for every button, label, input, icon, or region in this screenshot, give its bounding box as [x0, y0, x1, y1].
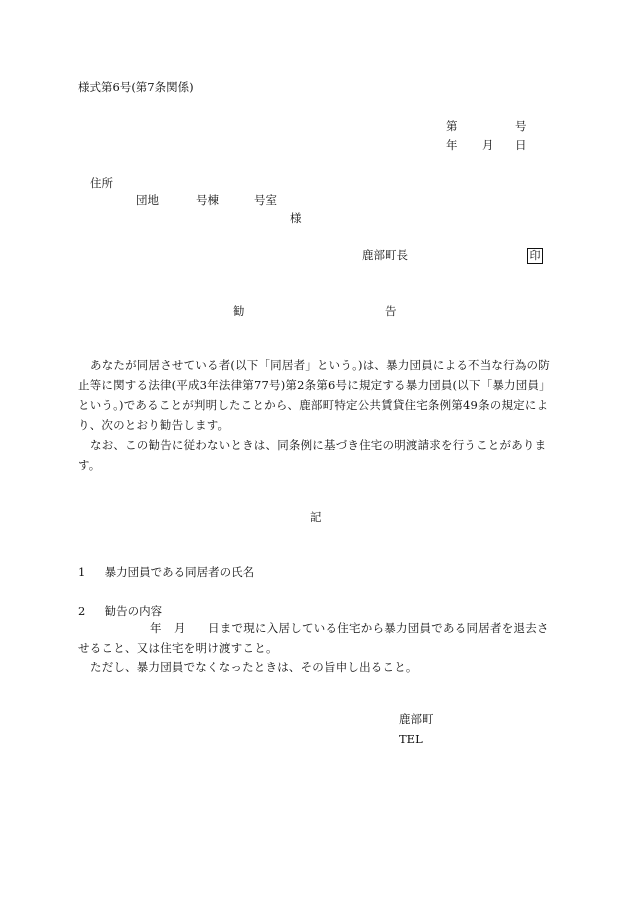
address-danchi: 団地 [136, 193, 159, 207]
item-2-text: 勧告の内容 [104, 604, 163, 618]
seal-stamp [527, 248, 543, 264]
deadline-month: 月 [174, 621, 186, 635]
address-label: 住所 [90, 176, 113, 190]
deadline-text: 日まで現に入居している住宅から暴力団員である同居者を退去させること、又は住宅を明け渡すこと。 [78, 621, 549, 655]
seal-mark: 印 [527, 248, 543, 264]
title-char-1: 勧 [233, 304, 245, 318]
date-month: 月 [482, 138, 494, 152]
item-1-text: 暴力団員である同居者の氏名 [104, 565, 255, 579]
body-paragraph-2: なお、この勧告に従わないときは、同条例に基づき住宅の明渡請求を行うことがあります。 [78, 438, 547, 472]
address-goshitsu: 号室 [254, 193, 277, 207]
deadline-year: 年 [150, 621, 162, 635]
item-2 [78, 606, 162, 618]
item-2-number: 2 [78, 604, 86, 618]
contact-tel-label: TEL [399, 732, 423, 746]
title-char-2: 告 [385, 304, 397, 318]
sender-title: 鹿部町長 [362, 248, 408, 262]
item-1 [78, 567, 254, 579]
form-label: 様式第6号(第7条関係) [78, 80, 194, 94]
date-day: 日 [515, 138, 527, 152]
address-goto: 号棟 [196, 193, 219, 207]
doc-number-prefix: 第 [446, 119, 458, 133]
address-honorific: 様 [290, 211, 302, 225]
date-year: 年 [446, 138, 458, 152]
body-paragraph-1: あなたが同居させている者(以下「同居者」という。)は、暴力団員による不当な行為の防止等に関する法律(平成3年法律第77号)第2条第6号に規定する暴力団員(以下「暴力団員」という。)であることが判明したことから、鹿部町特定公共賃貸住宅条例第49条の規定により、次のとおり勧告します。 [78, 358, 551, 432]
ki-heading: 記 [310, 510, 322, 524]
item-1-number: 1 [78, 565, 86, 579]
contact-office: 鹿部町 [399, 712, 434, 726]
doc-number-suffix: 号 [515, 119, 527, 133]
proviso-text: ただし、暴力団員でなくなったときは、その旨申し出ること。 [90, 660, 418, 674]
